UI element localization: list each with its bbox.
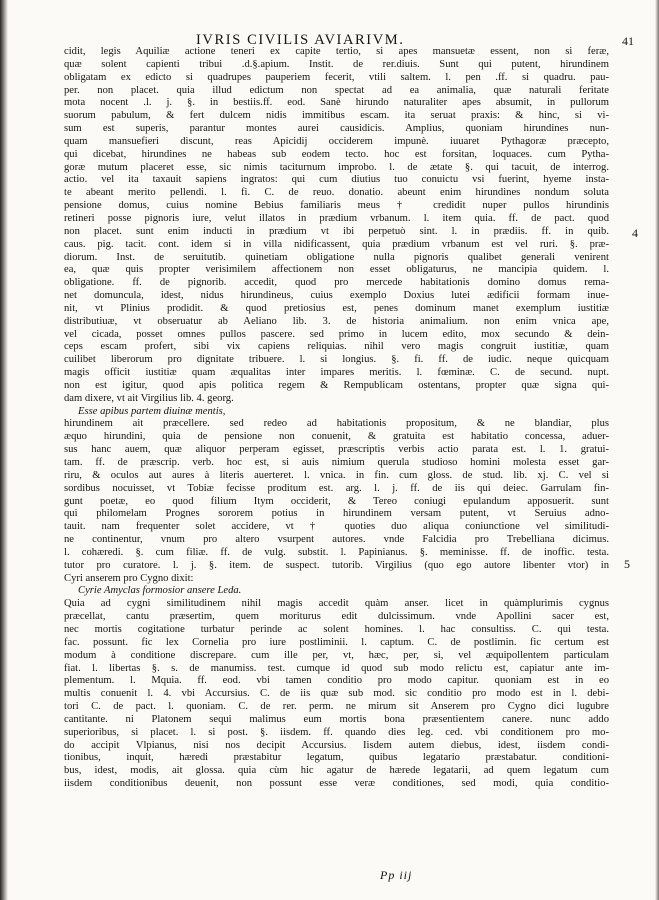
margin-note-number: 4 [632, 226, 638, 240]
text-line: multis conuenit l. 4. vbi Accursius. C. de iis quæ sub mod. sic conditio pro modo est in l. debi- [64, 688, 609, 700]
verse-quotation-line: Cyrie Amyclas formosior ansere Leda. [78, 585, 242, 597]
page-number: 41 [622, 34, 634, 48]
signature-mark: Pp iij [380, 868, 413, 882]
text-line: Cyri anserem pro Cygno dixit: [64, 572, 194, 584]
text-line: sum est superis, parantur montes aurei causidicis. Amplius, quoniam hirundines nun- [64, 123, 609, 135]
text-line: fac. possunt. fic lex Cornelia pro iure postliminii. l. captum. C. de postlimin. fic certum est [64, 636, 609, 648]
text-line: non est igitur, quod apis politica regem & Rempublicam ostentans, propter quæ signa qui- [64, 379, 609, 391]
text-line: tam. ff. de præscrip. verb. hoc est, si auis nimium querula studioso homini molesta esset gar- [64, 457, 609, 468]
text-line: cuilibet liberorum pro dignitate tribuere. l. si longius. §. fi. ff. de iudic. neque quicquam [64, 354, 609, 366]
text-line: te abeant merito pellendi. l. fi. C. de reuo. donatio. abeunt enim hirundines nondum soluta [64, 187, 609, 199]
text-line: suorum pabulum, & fert dulcem nidis immitibus escam. ita seruat praxis: & hinc, si vi- [64, 110, 609, 122]
text-line: tauit. nam frequenter solet accidere, vt † quoties duo aliqua coniunctione vel similitudi- [64, 521, 609, 533]
verse-quotation-line: Esse apibus partem diuinæ mentis, [78, 405, 226, 417]
text-line: obligatione. ff. de pignorib. accedit, quod pro mercede habitationis domino domus rema- [64, 277, 609, 289]
text-line: sordibus nocuisset, vt Tobiæ fecisse proditum est. arg. l. j. ff. de iis qui deiec. Garrulam fin- [64, 482, 609, 494]
body-text [64, 46, 609, 791]
text-line: sus hanc auem, quæ aliquor perperam egisset, præscriptis verbis actio parata est. l. 1. gratui- [64, 444, 609, 456]
text-line: magis officit iustitiæ quam æqualitas inter impares meritis. l. fœminæ. C. de secund. nupt. [64, 367, 609, 379]
text-line: bus, idest, modis, ait glossa. quia cùm hic agatur de hærede legatarii, ad quem legatum cum [64, 765, 609, 777]
text-line: tori C. de pact. l. quoniam. C. de rer. perm. ne mirum sit Anserem pro Cygno dici lugubre [64, 701, 609, 713]
text-line: fiat. l. libertas §. s. de manumiss. test. cumque id quod sub modo relictu est, capiatur ante im- [64, 662, 609, 674]
text-line: ne continentur, vnum pro altero vsurpent autores. vnde Falcidia pro Trebelliana dicimus. [64, 534, 609, 546]
text-line: tionibus, inquit, hæredi præstabitur legatum, quibus legatario præstabatur. conditioni- [64, 752, 609, 764]
text-line: cantitante. ni Platonem sequi malimus eum mortis bona præsentientem canere. nunc addo [64, 713, 609, 725]
text-line: cidit, legis Aquiliæ actione teneri ex capite tertio, si apes mansuetæ essent, non si feræ, [64, 46, 609, 57]
text-line: diorum. Inst. de seruitutib. quinetiam obligatione nulla pignoris qualibet generali venirent [64, 251, 609, 263]
text-line: nit, vt Plinius prodidit. & quod pretiosius est, penes dominum manet exemplum iustitiæ [64, 302, 609, 314]
text-line: l. cohæredi. §. cum filiæ. ff. de vulg. substit. l. Papinianus. §. meminisse. ff. de inoffic. testa. [64, 546, 609, 558]
text-line: superioribus, si placet. l. si post. §. iisdem. ff. quando dies leg. ced. vbi conditionem pro mo- [64, 726, 609, 738]
text-line: præcellat, cantu præsertim, quem moriturus edit dulcissimum. vnde Apollini sacer est, [64, 611, 609, 623]
text-line: do accipit Vlpianus, nisi nos decipit Accursius. Iisdem autem diebus, idest, iisdem condi- [64, 739, 609, 751]
text-line: modum à conditione discrepare. cum ille per, vt, hæc, per, si, vel æquipollentem particulam [64, 649, 609, 661]
text-line: gunt poetæ, eo quod filium Itym occiderit, & Tereo coniugi epulandum apposuerit. sunt [64, 495, 609, 507]
text-line: riru, & oculos aut aures à literis auerteret. l. vnica. in fin. cum gloss. de stud. lib. xj. C. vel si [64, 469, 609, 481]
text-line: obligatam ex edicto si quadrupes pauperiem fecerit, vtili saltem. l. pen .ff. si quadru. pau- [64, 71, 609, 83]
text-line: dam dixere, vt ait Virgilius lib. 4. georg. [64, 392, 234, 404]
text-line: quam mansuefieri discunt, reas Apicidij occiderem impunè. iuuaret Pythagoræ præcepto, [64, 135, 609, 147]
text-line: quæ solent capienti tribui .d.§.apium. Instit. de rer.diuis. Sunt qui putent, hirundinem [64, 58, 609, 70]
text-line: æquo hirundini, quia de pensione non conuenit, & gratuita est habitatio concessa, aduer- [64, 431, 609, 443]
text-line: iisdem conditionibus deuenit, non possunt esse veræ conditiones, sed modi, quia conditio- [64, 778, 609, 790]
text-line: non placet. sunt enim inducti in prædium vt ibi perpetuò sint. l. in prædiis. ff. in quib. [64, 225, 609, 237]
margin-note-number: 5 [624, 557, 630, 571]
text-line: distributiuæ, vt obseruatur ab Aeliano lib. 3. de historia animalium. non enim vnica ape, [64, 315, 609, 327]
text-line: ea, quæ quis propter verisimilem affectionem non esset obligaturus, ne mancipia quidem. l. [64, 264, 609, 276]
text-line: nec mortis cogitatione turbatur perinde ac solent homines. l. hac consultiss. C. qui testa. [64, 623, 609, 635]
text-line: qui dicebat, hirundines ne habeas sub eodem tecto. hoc est forsitan, loquaces. cum Pytha- [64, 148, 609, 160]
text-line: caus. pig. tacit. cont. idem si in villa nidificassent, quia prædium vrbanum est vel ruri. §. præ- [64, 238, 609, 250]
running-head: IVRIS CIVILIS AVIARIVM. [196, 32, 405, 48]
text-line: mota nocent .l. j. §. in bestiis.ff. eod. Sanè hirundo naturaliter apes absumit, in pullorum [64, 97, 609, 109]
text-line: Quia ad cygni similitudinem nihil magis accedit quàm anser. licet in quàmplurimis cygnus [64, 598, 609, 610]
text-line: vel cicada, posset omnes pullos pascere. sed primo in lucem edito, mox secundo & dein- [64, 328, 609, 340]
text-line: goræ mutum placeret esse, sic nimis taciturnum improbo. l. de ætate §. qui tacuit, de interrog. [64, 161, 609, 173]
text-line: retineri posse pignoris iure, velut illatos in prædium vrbanum. l. item quia. ff. de pact. quod [64, 212, 609, 224]
page-edge-right [655, 0, 659, 900]
text-line: ceps escam profert, sibi vix capiens reliquias. nihil vero magis congruit iustitiæ, quam [64, 341, 609, 353]
text-line: per. non placet. quia illud edictum non spectat ad ea animalia, quæ naturali feritate [64, 84, 609, 96]
text-line: qui philomelam Prognes sororem potius in hirundinem versam putent, vt Seruius adno- [64, 508, 609, 520]
text-line: plementum. l. Mquia. ff. eod. vbi tamen conditio pro modo capitur. quoniam est in eo [64, 675, 609, 687]
text-line: hirundinem ait præcellere. sed redeo ad habitationis propositum, & ne blandiar, plus [64, 418, 609, 430]
text-line: tutor pro curatore. l. j. §. item. de suspect. tutorib. Virgilius (quo ego autore libenter vtor) in [64, 559, 609, 571]
text-line: net domuncula, idest, nidus hirundineus, cuius exemplo Doxius lutei ædificii formam inue- [64, 290, 609, 302]
page-edge-shadow [0, 0, 8, 900]
text-line: actio. vel ita taxauit sapiens ingratos: qui cum diutius tuo conuictu vsi fuerint, hyeme insta- [64, 174, 609, 186]
text-line: pensione domus, cuius nomine Bebius familiaris meus † credidit nuper pullos hirundinis [64, 200, 609, 212]
